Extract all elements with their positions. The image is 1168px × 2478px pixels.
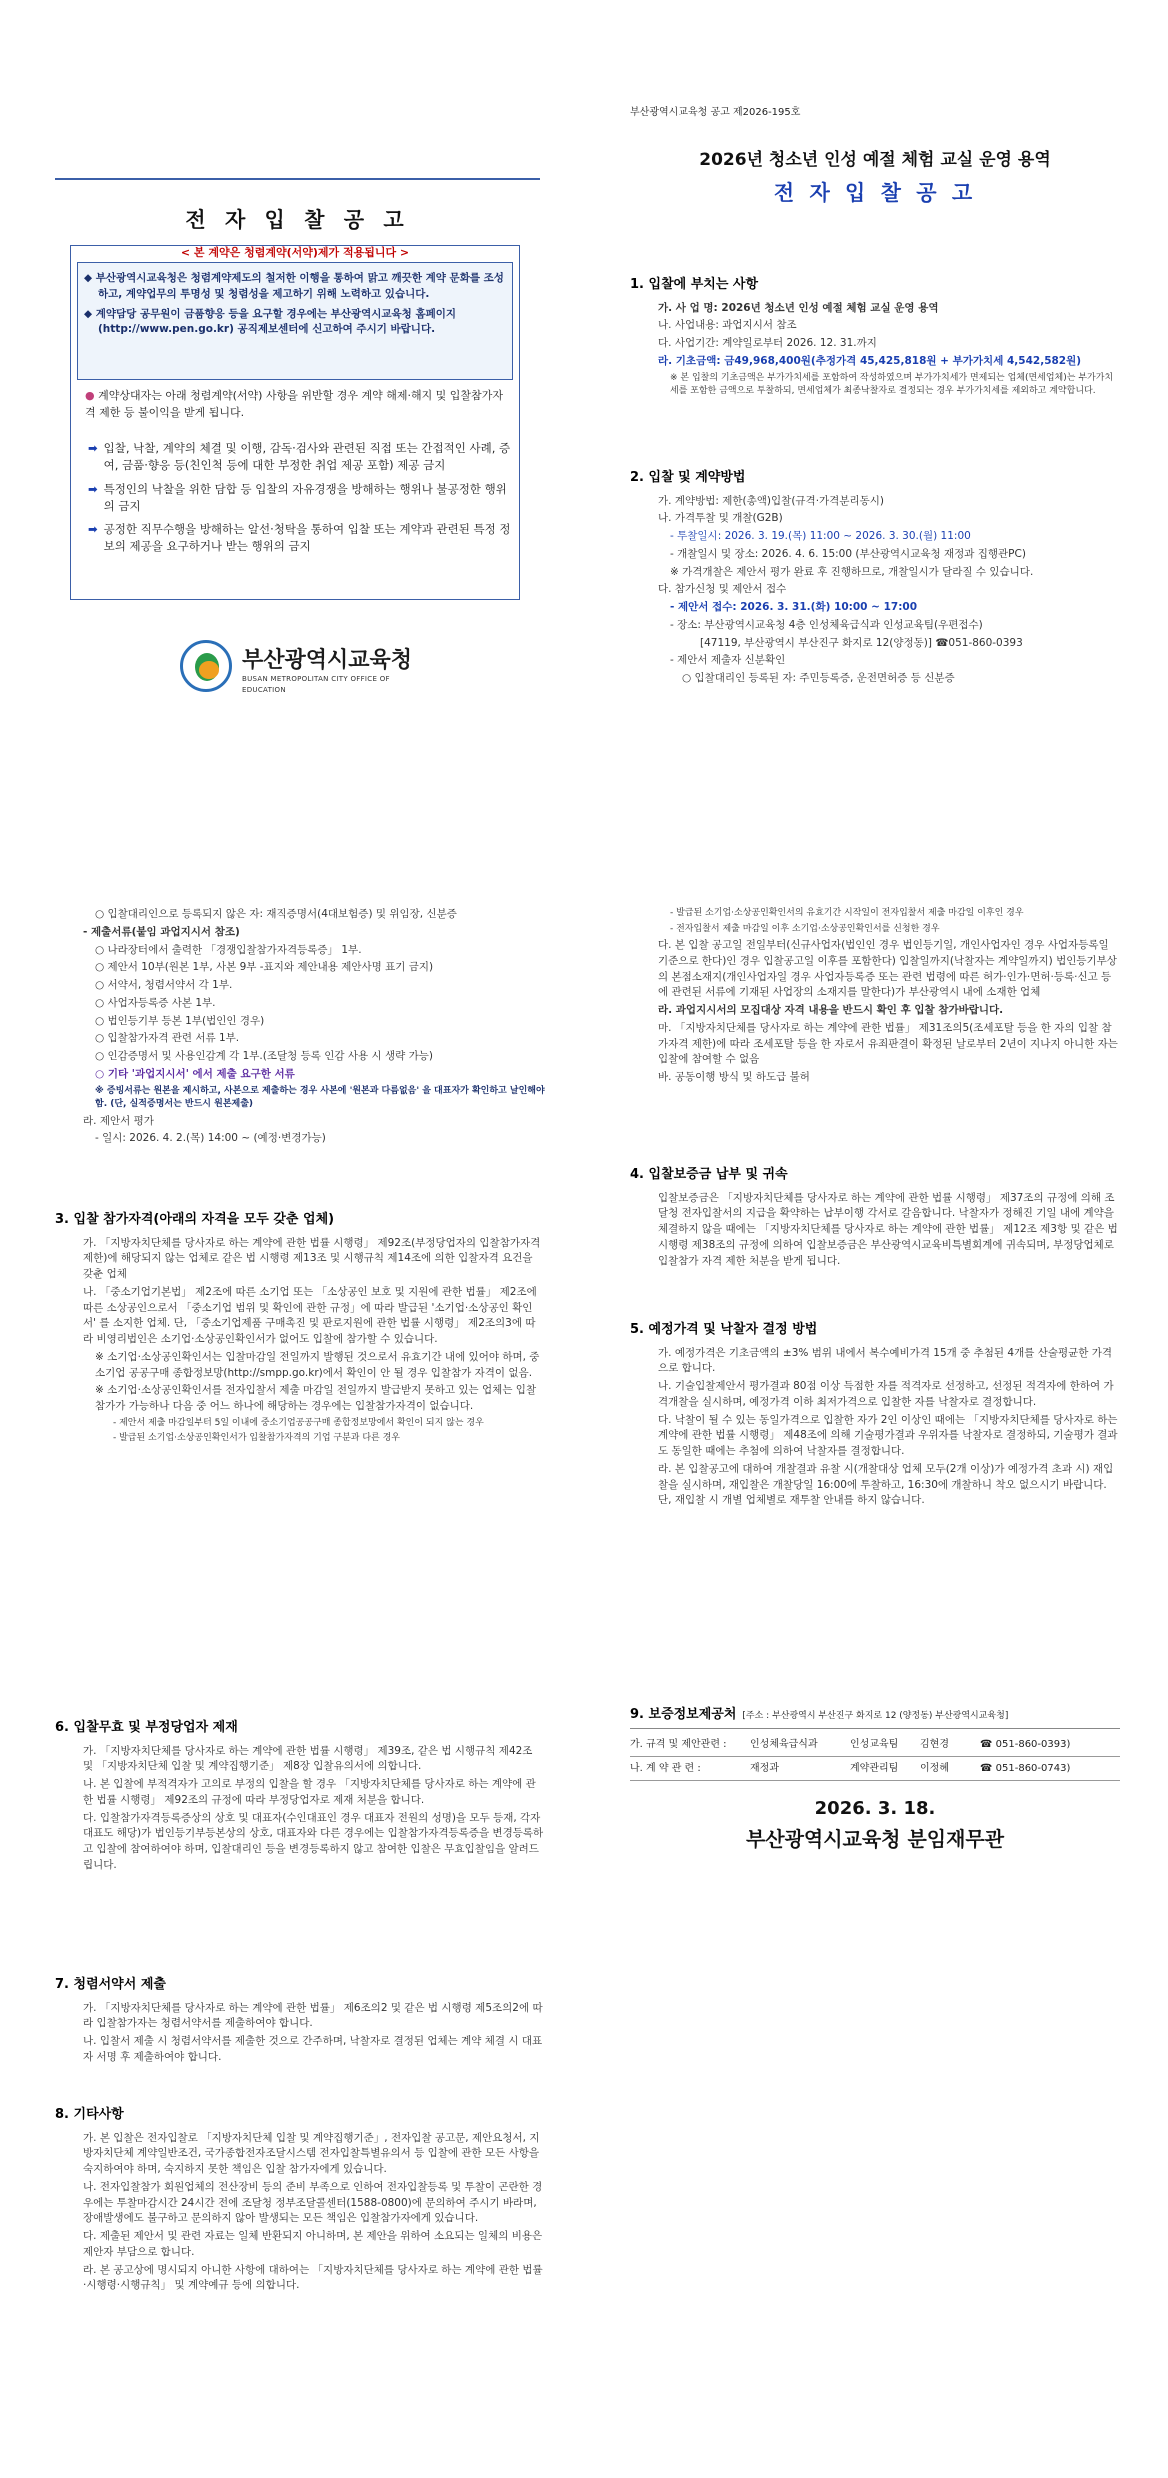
s8-item: 가. 본 입찰은 전자입찰로 「지방자치단체 입찰 및 계약집행기준」, 전자입찰 공고문, 제안요청서, 지방자치단체 계약일반조건, 국가종합전자조달시스템 전자입찰특별유의서 등 입찰에 관한 모든 사항을 숙지하여야 하며, 숙지하지 못한 책임은 입찰 참가자에게 있습니다. [83,2131,540,2175]
s2-item: - 장소: 부산광역시교육청 4층 인성체육급식과 인성교육팀(우편접수) [670,618,983,631]
s2-item: 다. 참가신청 및 제안서 접수 [658,583,787,596]
section-8-title: 8. 기타사항 [55,2107,124,2122]
s6-item: 가. 「지방자치단체를 당사자로 하는 계약에 관한 법률 시행령」 제39조, 같은 법 시행규칙 제42조 및 「지방자치단체 입찰 및 계약집행기준」 제8장 입찰유의서에 의합니다. [83,1744,533,1773]
s9-row-tel: ☎ 051-860-0393) [980,1738,1071,1750]
s9-row-tel: ☎ 051-860-0743) [980,1762,1071,1774]
p2-item: ○ 나라장터에서 출력한 「경쟁입찰참가자격등록증」 1부. [95,943,362,956]
logo-text: 부산광역시교육청 [242,648,413,673]
pledge-warning: ● 계약상대자는 아래 청렴계약(서약) 사항을 위반할 경우 계약 해제·해지 및 입찰참가자격 제한 등 불이익을 받게 됩니다. [85,389,503,419]
s1-item: 다. 사업기간: 계약일로부터 2026. 12. 31.까지 [658,337,877,349]
pledge-arrow-text: 공정한 직무수행을 방해하는 알선·청탁을 통하여 입찰 또는 계약과 관련된 특정 정보의 제공을 요구하거나 받는 행위의 금지 [103,522,511,554]
s3-item: 나. 「중소기업기본법」 제2조에 따른 소기업 또는 「소상공인 보호 및 지원에 관한 법률」 제2조에 따른 소상공인으로서 「중소기업 범위 및 확인에 관한 규정」에 따라 발급된 '소기업·소상공인 확인서' 를 소지한 업체. 단, 「중소기업제품 구매촉진 및 판로지원에 관한 법률 시행령」 제2조의3에 따라 비영리법인은 소기업·소상공인확인서가 없어도 입찰에 참가할 수 있습니다. [83,1285,537,1345]
s2-item: 나. 가격투찰 및 개찰(G2B) [658,512,783,525]
s9-row-name: 김현경 [920,1738,949,1750]
s7-item: 가. 「지방자치단체를 당사자로 하는 계약에 관한 법률」 제6조의2 및 같은 법 시행령 제5조의2에 따라 입찰참가자는 청렴서약서를 제출하여야 합니다. [83,2001,543,2030]
p2-item: ○ 기타 '과업지시서' 에서 제출 요구한 서류 [95,1067,295,1080]
s9-row-label: 가. 규격 및 제안관련 : [630,1738,727,1750]
s7-item: 나. 입찰서 제출 시 청렴서약서를 제출한 것으로 간주하며, 낙찰자로 결정된 업체는 계약 체결 시 대표자 서명 후 제출하여야 합니다. [83,2035,543,2063]
main-title: 2026년 청소년 인성 예절 체험 교실 운영 용역 [699,150,1051,170]
section-7-title: 7. 청렴서약서 제출 [55,1977,166,1992]
s3-item: ※ 소기업·소상공인확인서는 입찰마감일 전일까지 발행된 것으로서 유효기간 내에 있어야 하며, 중소기업 공공구매 종합정보망(http://smpp.go.kr)에서 확인이 안 될 경우 입찰참가 자격이 없음. [95,1350,540,1379]
s5-item: 라. 본 입찰공고에 대하여 개찰결과 유찰 시(개찰대상 업체 모두(2개 이상)가 예정가격 초과 시) 재입찰을 실시하며, 재입찰은 개찰당일 16:00에 투찰하고, 16:30에 개찰하니 착오 없으시기 바랍니다. 단, 재입찰 시 개별 업체별로 재투찰 안내를 하지 않습니다. [658,1462,1114,1507]
section-4-title: 4. 입찰보증금 납부 및 귀속 [630,1167,788,1182]
pledge-arrow-item [88,440,513,475]
eval-title: 라. 제안서 평가 [83,1114,154,1127]
p2r-item: 마. 「지방자치단체를 당사자로 하는 계약에 관한 법률」 제31조의5(조세포탈 등을 한 자의 입찰 참가자격 제한)에 따라 조세포탈 등을 한 자로서 유죄판결이 확정된 날로부터 2년이 지나지 아니한 자는 입찰에 참여할 수 없음 [658,1021,1118,1066]
cover-title: 전 자 입 찰 공 고 [185,208,410,232]
arrow-right-icon: ➡ [88,522,98,536]
cover-top-rule [55,178,540,180]
s1-item: 라. 기초금액: 금49,968,400원(추정가격 45,425,818원 + 부가가치세 4,542,582원) [658,354,1082,367]
section-2 [630,468,1120,689]
arrow-right-icon: ➡ [88,481,98,496]
pledge-subtitle: < 본 계약은 청렴계약(서약)제가 적용됩니다 > [180,246,410,259]
p2-item: ○ 법인등기부 등본 1부(법인인 경우) [95,1014,265,1027]
pledge-arrow-text: 특정인의 낙찰을 위한 담합 등 입찰의 자유경쟁을 방해하는 행위나 불공정한 행위의 금지 [103,481,507,513]
s2-item: ○ 입찰대리인 등록된 자: 주민등록증, 운전면허증 등 신분증 [682,672,955,684]
page2-right-top [630,905,1120,1088]
pledge-arrow-item [88,481,513,516]
p2-item: ○ 서약서, 청렴서약서 각 1부. [95,979,233,991]
p2-item: ○ 입찰대리인으로 등록되지 않은 자: 재직증명서(4대보험증) 및 위임장, 신분증 [95,908,457,920]
section-9-title: 9. 보증정보제공처 [630,1707,737,1722]
section-1-title: 1. 입찰에 부치는 사항 [630,277,759,292]
s9-row-name: 이정혜 [920,1762,949,1774]
p2-item: - 제출서류(붙임 과업지시서 참조) [83,925,240,938]
s5-item: 나. 기술입찰제안서 평가결과 80점 이상 득점한 자를 적격자로 선정하고, 선정된 적격자에 한하여 가격개찰을 실시하며, 예정가격 이하 최저가격으로 입찰한 자를 낙찰자로 결정합니다. [658,1380,1114,1408]
section-2-title: 2. 입찰 및 계약방법 [630,470,746,485]
p2r-item: 라. 과업지시서의 모집대상 자격 내용을 반드시 확인 후 입찰 참가바랍니다. [658,1004,1004,1016]
s6-item: 나. 본 입찰에 부적격자가 고의로 부정의 입찰을 할 경우 「지방자치단체를 당사자로 하는 계약에 관한 법률 시행령」 제92조의 규정에 따라 부정당업자로 제재 처분을 합니다. [83,1778,536,1806]
s9-row-team: 계약관리팀 [850,1762,899,1774]
p2r-item: - 발급된 소기업·소상공인확인서의 유효기간 시작일이 전자입찰서 제출 마감일 이후인 경우 [670,908,1024,918]
pledge-item-1-text: 부산광역시교육청은 청렴계약제도의 철저한 이행을 통하여 맑고 깨끗한 계약 문화를 조성하고, 계약업무의 투명성 및 청렴성을 제고하기 위해 노력하고 있습니다. [95,272,504,300]
section-7 [55,1975,545,2068]
s3-item: - 제안서 제출 마감일부터 5일 이내에 중소기업공공구매 종합정보망에서 확인이 되지 않는 경우 [113,1417,484,1428]
s2-item: ※ 가격개찰은 제안서 평가 완료 후 진행하므로, 개찰일시가 달라질 수 있습니다. [670,565,1034,578]
s3-item: ※ 소기업·소상공인확인서를 전자입찰서 제출 마감일 전일까지 발급받지 못하고 있는 업체는 입찰참가가 가능하나 다음 중 어느 하나에 해당하는 경우에는 입찰참가자격이 없습니다. [95,1384,537,1412]
s8-item: 라. 본 공고상에 명시되지 아니한 사항에 대하여는 「지방자치단체를 당사자로 하는 계약에 관한 법률·시행령·시행규칙」 및 계약예규 등에 의합니다. [83,2263,543,2292]
page2-left-top [55,905,545,1149]
p2r-item: - 전자입찰서 제출 마감일 이후 소기업·소상공인확인서를 신청한 경우 [670,923,940,934]
pledge-warning-text: 계약상대자는 아래 청렴계약(서약) 사항을 위반할 경우 계약 해제·해지 및 입찰참가자격 제한 등 불이익을 받게 됩니다. [85,389,503,419]
pledge-item-2: ◆ 계약담당 공무원이 금품향응 등을 요구할 경우에는 부산광역시교육청 홈페이지(http://www.pen.go.kr) 공직제보센터에 신고하여 주시기 바랍니다. [84,307,457,336]
s2-item: - 개찰일시 및 장소: 2026. 4. 6. 15:00 (부산광역시교육청 재정과 집행관PC) [670,547,1026,560]
notice-date: 2026. 3. 18. [814,1797,936,1819]
s8-item: 다. 제출된 제안서 및 관련 자료는 일체 반환되지 아니하며, 본 제안을 위하여 소요되는 일체의 비용은 제안자 부담으로 합니다. [83,2230,543,2258]
s9-address: [주소 : 부산광역시 부산진구 화지로 12 (양정동) 부산광역시교육청] [742,1711,1009,1721]
pledge-arrow-text: 입찰, 낙찰, 계약의 체결 및 이행, 감독·검사와 관련된 직접 또는 간접적인 사례, 증여, 금품·향응 등(친인척 등에 대한 부정한 취업 제공 포함) 제공 금지 [103,441,511,473]
section-3-title: 3. 입찰 참가자격(아래의 자격을 모두 갖춘 업체) [55,1212,335,1227]
s4-body: 입찰보증금은 「지방자치단체를 당사자로 하는 계약에 관한 법률 시행령」 제37조의 규정에 의해 조달청 전자입찰서의 지급을 확약하는 납부이행 각서로 갈음합니다. 낙찰자가 정해진 기일 내에 계약을 체결하지 않을 때에는 「지방자치단체를 당사자로 하는 계약에 관한 법률」 제12조 제3항 및 같은 법 시행령 제38조의 규정에 의하여 입찰보증금은 부산광역시교육비특별회계에 귀속되며, 부정당업체로 입찰참가 자격 제한 처분을 받게 됩니다. [658,1191,1118,1267]
p2-item: ○ 사업자등록증 사본 1부. [95,996,216,1009]
s8-item: 나. 전자입찰참가 회원업체의 전산장비 등의 준비 부족으로 인하여 전자입찰등록 및 투찰이 곤란한 경우에는 투찰마감시간 24시간 전에 조달청 정부조달콜센터(1588-0800)에 문의하여 주시기 바라며, 장애발생에도 불구하고 문의하지 않아 발생되는 모든 책임은 입찰참가자에게 있습니다. [83,2180,543,2225]
section-6 [55,1718,545,1876]
s9-row [630,1757,1120,1781]
pledge-arrow-list [88,440,513,556]
s2-item: - 제안서 접수: 2026. 3. 31.(화) 10:00 ~ 17:00 [670,601,918,613]
p2r-item: 바. 공동이행 방식 및 하도급 불허 [658,1071,810,1083]
pledge-inner-box [77,262,513,380]
logo-subtext: BUSAN METROPOLITAN CITY OFFICE OF EDUCATION [242,675,390,694]
section-5 [630,1320,1120,1511]
section-8 [55,2105,545,2296]
s3-item: 가. 「지방자치단체를 당사자로 하는 계약에 관한 법률 시행령」 제92조(부정당업자의 입찰참가자격 제한)에 해당되지 않는 업체로 같은 법 시행령 제13조 및 시행규칙 제14조에 의한 입찰자격 요건을 갖춘 업체 [83,1236,541,1280]
s1-item: 나. 사업내용: 과업지시서 참조 [658,319,797,332]
s9-header [630,1705,1120,1729]
arrow-right-icon: ➡ [88,441,98,455]
s2-item: - 투찰일시: 2026. 3. 19.(목) 11:00 ~ 2026. 3. 30.(월) 11:00 [670,530,971,542]
p2-note: ※ 증빙서류는 원본을 제시하고, 사본으로 제출하는 경우 사본에 '원본과 다름없음' 을 대표자가 확인하고 날인해야함. (단, 실적증명서는 반드시 원본제출) [95,1085,545,1109]
s5-item: 다. 낙찰이 될 수 있는 동일가격으로 입찰한 자가 2인 이상인 때에는 「지방자치단체를 당사자로 하는 계약에 관한 법률 시행령」 제48조에 의해 기술평가결과 우위자를 낙찰자로 결정하되, 기술평가 결과도 동일한 때에는 추첨에 의하여 낙찰자를 결정합니다. [658,1413,1118,1457]
s9-row [630,1733,1120,1757]
pledge-arrow-item [88,521,513,556]
eval-date: - 일시: 2026. 4. 2.(목) 14:00 ~ (예정·변경가능) [95,1132,326,1145]
section-5-title: 5. 예정가격 및 낙찰자 결정 방법 [630,1322,818,1337]
s2-item: [47119, 부산광역시 부산진구 화지로 12(양정동)] ☎051-860-0393 [700,636,1023,649]
s6-item: 다. 입찰참가자격등록증상의 상호 및 대표자(수인대표인 경우 대표자 전원의 성명)을 모두 등재, 각자 대표도 해당)가 법인등기부등본상의 상호, 대표자와 다른 경우에는 입찰참가자격등록증을 변경등록하고 입찰에 참여하여야 하며, 입찰대리인 등을 변경등록하지 않고 참여한 입찰은 무효입찰임을 알려드립니다. [83,1811,544,1871]
s5-item: 가. 예정가격은 기초금액의 ±3% 범위 내에서 복수예비가격 15개 중 추첨된 4개를 산술평균한 가격으로 합니다. [658,1346,1113,1375]
section-9 [630,1705,1120,1854]
s9-row-team: 인성교육팀 [850,1738,899,1750]
issuer-name: 부산광역시교육청 분임재무관 [745,1826,1005,1851]
sub-title: 전 자 입 찰 공 고 [773,181,977,205]
emblem-icon [180,640,232,692]
s9-row-dept: 재정과 [750,1762,779,1774]
p2-item: ○ 인감증명서 및 사용인감계 각 1부.(조달청 등록 인감 사용 시 생략 가능) [95,1050,433,1062]
p2-item: ○ 제안서 10부(원본 1부, 사본 9부 -표지와 제안내용 제안사명 표기 금지) [95,961,434,974]
s1-item: 가. 사 업 명: 2026년 청소년 인성 예절 체험 교실 운영 용역 [658,301,939,314]
section-3 [55,1210,545,1448]
notice-number: 부산광역시교육청 공고 제2026-195호 [630,107,801,118]
section-6-title: 6. 입찰무효 및 부정당업자 제재 [55,1720,238,1735]
section-4 [630,1165,1120,1271]
section-1 [630,275,1120,401]
p2r-item: 다. 본 입찰 공고일 전일부터(신규사업자(법인인 경우 법인등기일, 개인사업자인 경우 사업자등록일 기준으로 한다)인 경우 입찰공고일 이후를 포함한다) 입찰일까지(낙찰자는 계약일까지) 법인등기부상의 본점소재지(개인사업자일 경우 사업자등록증 또는 관련 법령에 따른 허가·인가·면허·등록·신고 등에 관련된 서류에 기재된 사업장의 소재지를 말한다)가 부산광역시 내에 소재한 업체 [658,939,1117,999]
s3-item: - 발급된 소기업·소상공인확인서가 입찰참가자격의 기업 구분과 다른 경우 [113,1433,400,1444]
pledge-item-2-text: 계약담당 공무원이 금품향응 등을 요구할 경우에는 부산광역시교육청 홈페이지(http://www.pen.go.kr) 공직제보센터에 신고하여 주시기 바랍니다. [95,307,457,336]
s9-row-label: 나. 계 약 관 련 : [630,1762,701,1774]
s1-note: ※ 본 입찰의 기초금액은 부가가치세를 포함하여 작성하였으며 부가가치세가 면제되는 업체(면세업체)는 부가가치세를 포함한 금액으로 투찰하되, 면세업체가 최종낙찰자로 결정되는 경우 부가가치세를 제외하고 계약합니다. [670,372,1114,396]
s2-item: 가. 계약방법: 제한(총액)입찰(규격·가격분리동시) [658,494,884,507]
pledge-item-1: ◆ 부산광역시교육청은 청렴계약제도의 철저한 이행을 통하여 맑고 깨끗한 계약 문화를 조성하고, 계약업무의 투명성 및 청렴성을 제고하기 위해 노력하고 있습니다. [84,272,504,300]
office-logo [180,640,420,700]
s9-row-dept: 인성체육급식과 [750,1738,818,1750]
p2-item: ○ 입찰참가자격 관련 서류 1부. [95,1032,240,1045]
s2-item: - 제안서 제출자 신분확인 [670,654,786,667]
